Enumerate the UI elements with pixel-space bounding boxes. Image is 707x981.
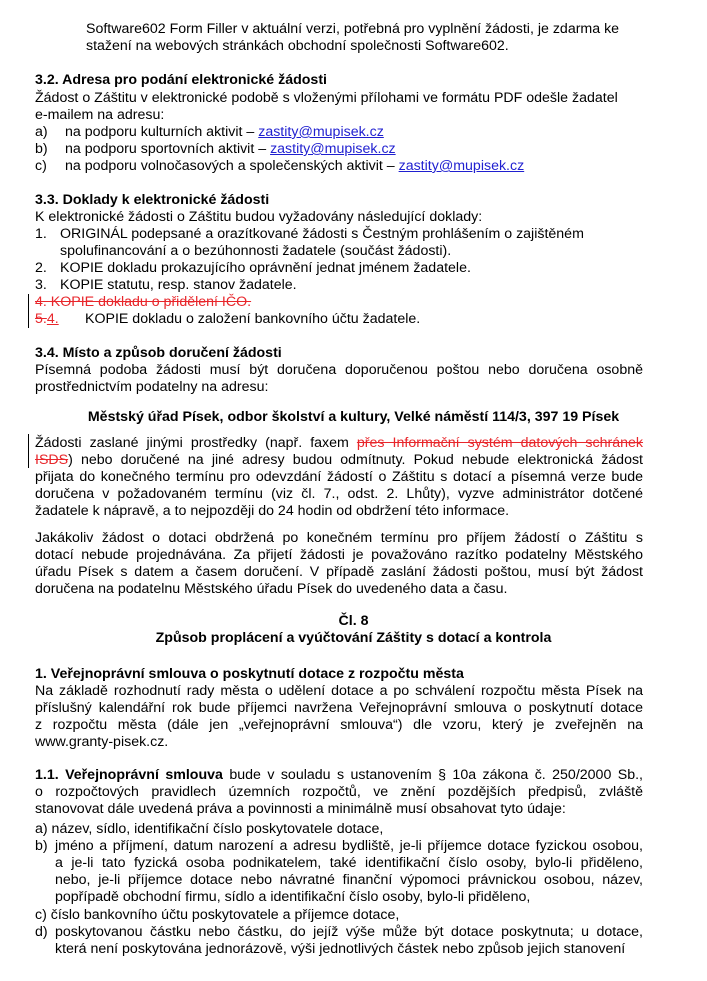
late-paragraph-line-4: doručena na podatelnu Městského úřadu Písek do uvedeného data a času.	[35, 581, 508, 597]
section-1-1-line-3: stanovovat dále uvedená práva a povinnosti a minimálně musí obsahovat tyto údaje:	[35, 801, 566, 817]
old-number-deleted: 5.	[35, 311, 47, 327]
doc-item-4	[35, 311, 421, 328]
office-address: Městský úřad Písek, odbor školství a kultury, Velké náměstí 114/3, 397 19 Písek	[87, 409, 620, 425]
deleted-text: ISDS	[35, 452, 69, 468]
section-1-line-4: www.granty-pisek.cz.	[35, 734, 169, 750]
doc-item-1-line-1: ORIGINÁL podepsané a orazítkované žádosti s Čestným prohlášením o zajištěném	[60, 226, 584, 242]
item-text: na podporu kulturních aktivit –	[65, 124, 259, 140]
section-1-line-3: z rozpočtu města (dále jen „veřejnoprávní smlouva“) dle vzoru, který je zveřejněn na	[35, 717, 643, 733]
doc-item-3: KOPIE statutu, resp. stanov žadatele.	[60, 277, 297, 293]
item-text: na podporu volnočasových a společenských aktivit –	[65, 158, 399, 174]
requirement-c: c) číslo bankovního účtu poskytovatele a příjemce dotace,	[35, 907, 400, 923]
section-1-1-line-2: o rozpočtových pravidlech územních rozpočtů, ve znění pozdějších předpisů, zvláště	[35, 784, 643, 800]
address-item-c	[35, 158, 525, 175]
section-3-2-text-2: e-mailem na adresu:	[35, 107, 165, 123]
doc-item-1-number: 1.	[35, 226, 47, 242]
requirement-b-line-4: popřípadě obchodní firmu, sídlo a identifikační číslo osoby, bylo-li přiděleno,	[55, 889, 531, 905]
requirement-d-line-2: která není poskytována jednorázově, výši jednotlivých částek nebo způsob jejich stanovení	[55, 941, 626, 957]
item-marker: a)	[35, 124, 48, 140]
item-marker: c)	[35, 158, 47, 174]
email-link-sport[interactable]: zastity@mupisek.cz	[270, 141, 396, 157]
late-paragraph-line-3: úřadu Písek s datem a časem doručení. V případě zaslání žádosti poštou, musí být žádost	[35, 564, 643, 580]
doc-item-2-number: 2.	[35, 260, 47, 276]
delivery-paragraph-line-5: žadatele k nápravě, a to nejpozději do 24 hodin od obdržení této informace.	[35, 503, 510, 519]
section-3-4-heading: 3.4. Místo a způsob doručení žádosti	[35, 345, 282, 361]
delivery-paragraph-line-3: přijata do konečného termínu pro odevzdání žádostí o Záštitu s dotací a písemná verze bude	[35, 469, 643, 485]
section-1-1-line-1: 1.1. Veřejnoprávní smlouva bude v souladu s ustanovením § 10a zákona č. 250/2000 Sb.,	[35, 767, 643, 783]
change-bar	[28, 294, 29, 328]
doc-item-4-text: KOPIE dokladu o založení bankovního účtu žadatele.	[85, 311, 421, 327]
section-3-3-heading: 3.3. Doklady k elektronické žádosti	[35, 192, 270, 208]
delivery-paragraph-line-4: doručena v požadovaném termínu (viz čl. 7., odst. 2. Lhůty), vyzve administrátor dotčené	[35, 486, 643, 502]
address-item-b	[35, 141, 396, 158]
delivery-paragraph-line-2: ISDS) nebo doručené na jiné adresy budou odmítnuty. Pokud nebude elektronická žádost	[35, 452, 643, 468]
intro-line-1: Software602 Form Filler v aktuální verzi, potřebná pro vyplnění žádosti, je zdarma ke	[86, 21, 620, 37]
requirement-b-marker: b)	[35, 838, 48, 854]
doc-item-1-line-2: spolufinancování a o bezúhonnosti žadatele (součást žádosti).	[60, 243, 452, 259]
email-link-leisure[interactable]: zastity@mupisek.cz	[398, 158, 525, 174]
address-item-a	[35, 124, 384, 141]
delivery-paragraph-line-1: Žádosti zaslané jinými prostředky (např. faxem přes Informační systém datových schránek	[35, 435, 643, 451]
new-number-inserted: 4.	[46, 311, 59, 327]
change-bar	[28, 434, 29, 468]
doc-item-2: KOPIE dokladu prokazujícího oprávnění jednat jménem žadatele.	[60, 260, 471, 276]
article-number: Čl. 8	[338, 613, 369, 629]
item-marker: b)	[35, 141, 48, 157]
article-title: Způsob proplácení a vyúčtování Záštity s dotací a kontrola	[155, 630, 552, 646]
section-1-line-1: Na základě rozhodnutí rady města o udělení dotace a po schválení rozpočtu města Písek na	[35, 683, 643, 699]
section-3-4-text-1: Písemná podoba žádosti musí být doručena doporučenou poštou nebo doručena osobně	[35, 362, 643, 378]
section-1-line-2: příslušný kalendářní rok bude příjemci navržena Veřejnoprávní smlouva o poskytnutí dotace	[35, 700, 643, 716]
section-3-2-text-1: Žádost o Záštitu v elektronické podobě s vloženými přílohami ve formátu PDF odešle žadatel	[35, 90, 618, 106]
requirement-b-line-1: jméno a příjmení, datum narození a adresu bydliště, je-li příjemce dotace fyzickou osobou,	[55, 838, 643, 854]
requirement-b-line-2: a je-li tato fyzická osoba podnikatelem, také identifikační číslo osoby, bylo-li přiděleno,	[55, 855, 643, 871]
doc-item-deleted: 4. KOPIE dokladu o přidělení IČO.	[35, 294, 252, 310]
requirement-d-line-1: poskytovanou částku nebo částku, do jejíž výše může být dotace poskytnuta; u dotace,	[55, 924, 643, 940]
item-text: na podporu sportovních aktivit –	[65, 141, 271, 157]
section-1-1-heading: 1.1. Veřejnoprávní smlouva	[35, 767, 223, 783]
email-link-culture[interactable]: zastity@mupisek.cz	[258, 124, 384, 140]
requirement-b-line-3: nebo, je-li příjemce dotace nebo návratné finanční výpomoci právnickou osobou, název,	[55, 872, 643, 888]
section-1-heading: 1. Veřejnoprávní smlouva o poskytnutí dotace z rozpočtu města	[35, 666, 464, 682]
section-3-3-text: K elektronické žádosti o Záštitu budou vyžadovány následující doklady:	[35, 209, 483, 225]
deleted-text: přes Informační systém datových schránek	[356, 435, 643, 451]
section-3-4-text-2: prostřednictvím podatelny na adresu:	[35, 379, 269, 395]
late-paragraph-line-1: Jakákoliv žádost o dotaci obdržená po konečném termínu pro příjem žádostí o Záštitu s	[35, 530, 643, 546]
intro-line-2: stažení na webových stránkách obchodní společnosti Software602.	[86, 38, 509, 54]
requirement-a: a) název, sídlo, identifikační číslo poskytovatele dotace,	[35, 821, 384, 837]
section-3-2-heading: 3.2. Adresa pro podání elektronické žádosti	[35, 72, 327, 88]
doc-item-3-number: 3.	[35, 277, 47, 293]
requirement-d-marker: d)	[35, 924, 48, 940]
late-paragraph-line-2: dotací nebude projednávána. Za přijetí žádosti je považováno razítko podatelny Městského	[35, 547, 643, 563]
